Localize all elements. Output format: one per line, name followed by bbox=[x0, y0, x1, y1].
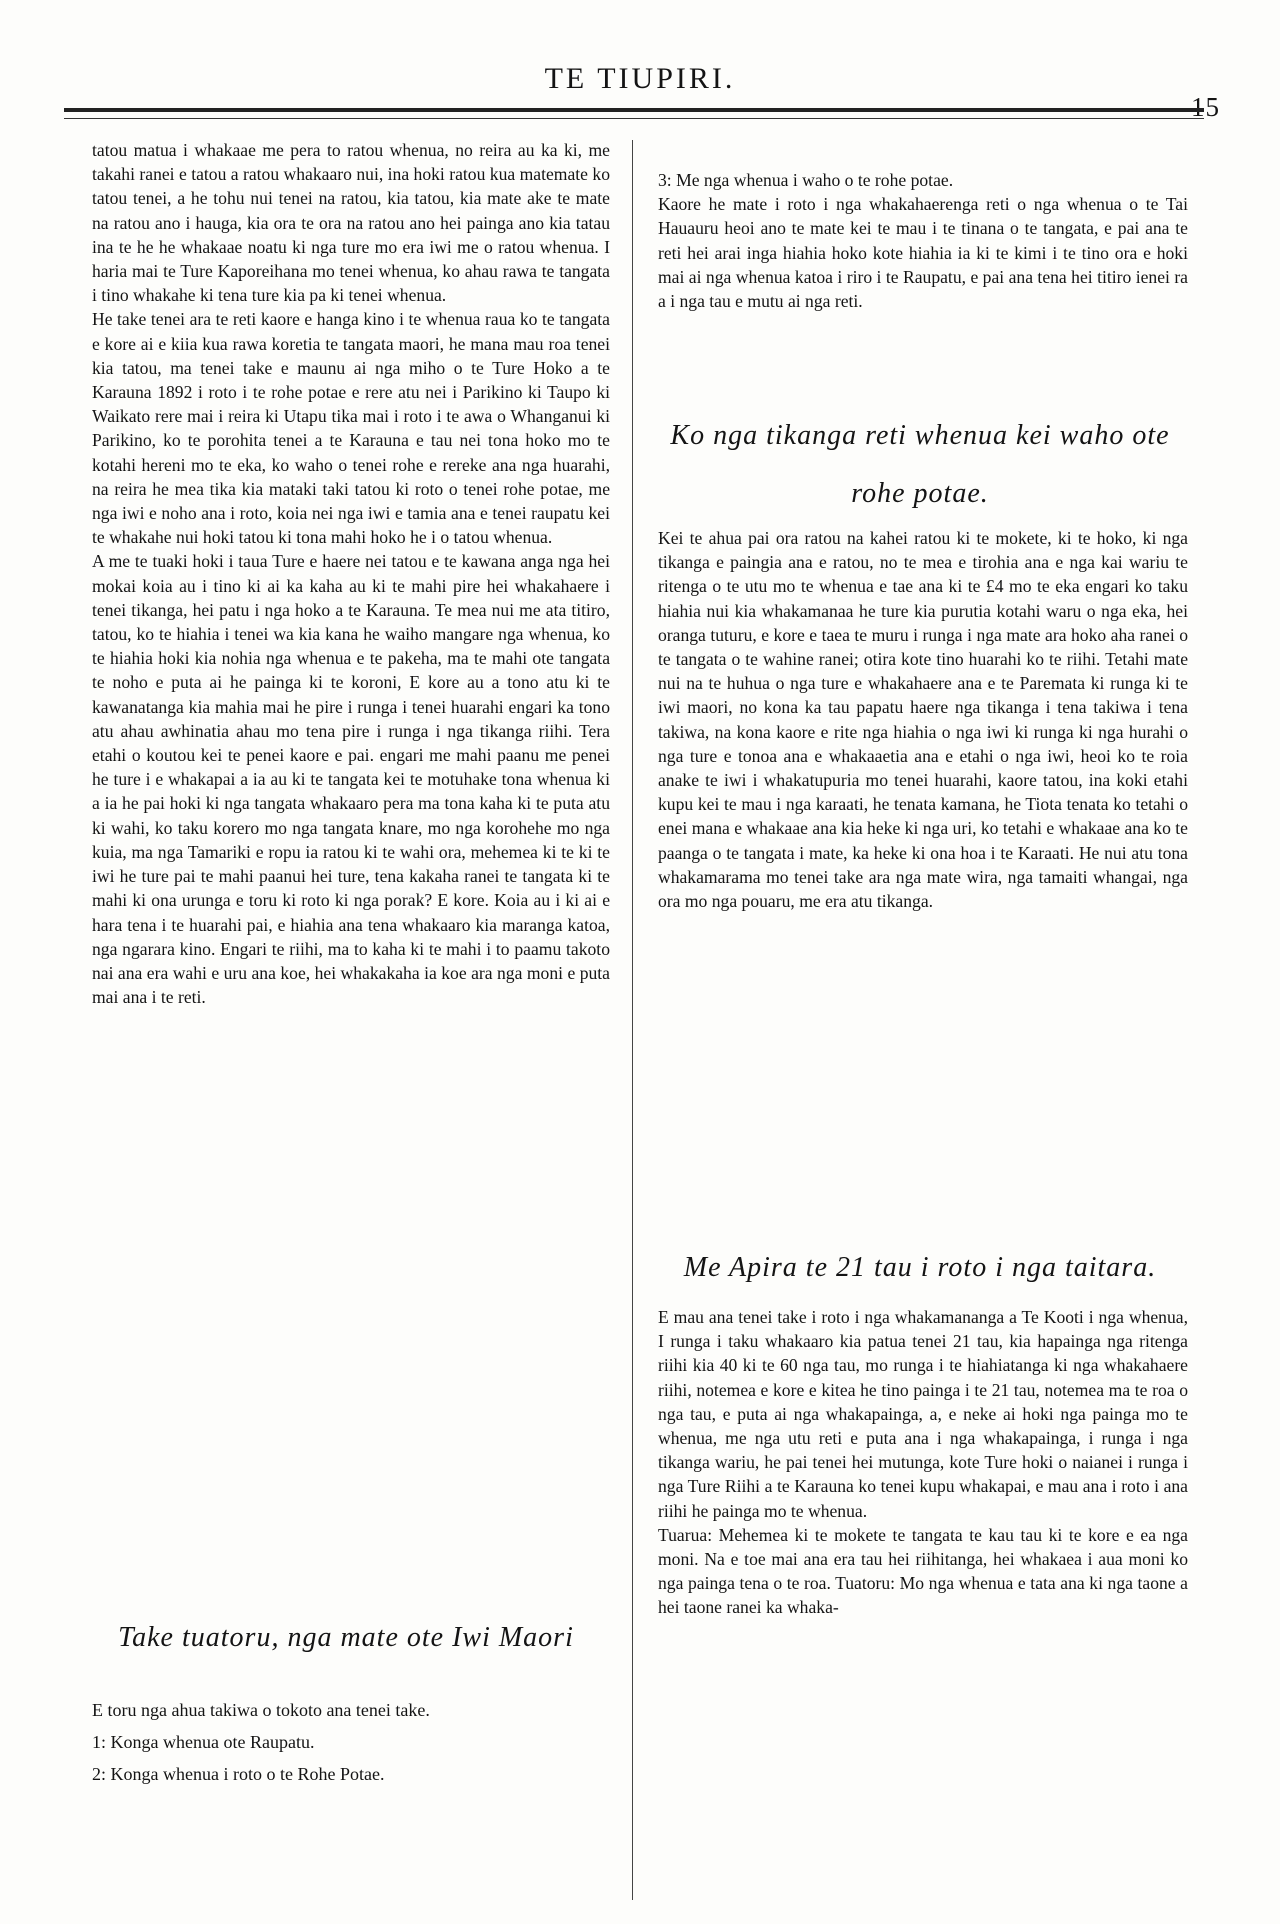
right-column-middle bbox=[658, 526, 1188, 913]
header-rule-thick bbox=[64, 108, 1204, 112]
left-paragraph-1: tatou matua i whakaae me pera to ratou whenua, no reira au ka ki, me takahi ranei e tatou a ratou whakaaro nui, ina hoki ratou kua matemate ko tatou tenei, a he tohu nui tenei na ratou, kia tatou, kia mate ake te mate na ratou ano i hauga, kia ora te ora na ratou ano hei painga ano kia tatau ina te he he whakaae noatu ki nga ture mo era iwi me o ratou whenua. I haria mai te Ture Kaporeihana mo tenei whenua, ko ahau rawa te tangata i tino whakahe ki tena ture kia pa ki tenei whenua. bbox=[92, 140, 610, 306]
right-column-top bbox=[658, 168, 1188, 313]
left-intro: E toru nga ahua takiwa o tokoto ana tenei take. bbox=[92, 1700, 430, 1720]
section-heading-tuatoru: Take tuatoru, nga mate ote Iwi Maori bbox=[118, 1622, 574, 1653]
left-paragraph-3: A me te tuaki hoki i taua Ture e haere nei tatou e te kawana anga nga hei mokai koia au i tino ki ai ka kaha au ki te mahi pire hei whakahaere i tenei tikanga, hei patu i nga hoko a te Karauna. Te mea nui me ata titiro, tatou, ko te hiahia i tenei wa kia kana he waiho mangare nga whenua, ko te hiahia hoki kia nohia nga whenua e te pakeha, ma te mahi ote tangata te noho e puta ai he painga ki te koroni, E kore au a tono atu ki te kawanatanga kia mahia mai he pire i runga i tenei huarahi engari ka tono atu ahau awhinatia ahau mo tena pire i runga i nga tikanga riihi. Tera etahi o koutou kei te penei kaore e pai. engari me mahi paanu me penei he ture i e whakapai a ia au ki te tangata kei te motuhake tona whenua ki a ia he pai hoki ki nga tangata whakaaro pera ma tona kaha ki te puta atu ki wahi, ko taku korero mo nga tangata knare, mo nga korohehe mo nga kuia, ma nga Tamariki e ropu ia ratou ki te wahi ora, mehemea ki te ki te iwi he ture pai te mahi paanui hei ture, tena kakaha ranei te tangata ki te mahi ki ona urunga e toru ki roto ki nga porak? E kore. Koia au i ki ai e hara tena i te huarahi pai, e hiahia ana tena whakaaro kia maranga katoa, nga ngarara kino. Engari te riihi, ma to kaha ki te mahi i to paamu takoto nai ana era wahi e uru ana koe, hei whakakaha ia koe ara nga moni e puta mai ana i te reti. bbox=[92, 551, 610, 1008]
left-paragraph-2: He take tenei ara te reti kaore e hanga kino i te whenua raua ko te tangata e kore ai e kiia kua rawa koretia te tangata maori, he mana mau roa tenei kia tatou, ma tenei take e maunu ai nga miho o te Ture Hoko a te Karauna 1892 i roto i te rohe potae e rere atu nei i Parikino ki Taupo ki Waikato rere mai i reira ki Utapu tika mai i roto i te awa o Whanganui ki Parikino, ko te porohita tenei a te Karauna e tau nei tona hoko mo te kotahi hereni mo te eka, ko waho o tenei rohe e rereke ana nga huarahi, na reira he mea tika kia mataki taki tatou ki roto o tenei rohe potae, me nga iwi e noho ana i roto, koia nei nga iwi e tamia ana e tenei raupatu kei te whakahe nui hoki tatou ki tona mahi hoko he i o tatou whenua. bbox=[92, 309, 610, 548]
right-top-paragraph-1: 3: Me nga whenua i waho o te rohe potae. bbox=[658, 170, 954, 190]
left-column-body bbox=[92, 138, 610, 1009]
page-number: 15 bbox=[1191, 92, 1220, 122]
section-heading-reti-line1: Ko nga tikanga reti whenua kei waho ote bbox=[670, 420, 1170, 451]
column-divider bbox=[632, 140, 633, 1900]
right-bottom-paragraph-1: E mau ana tenei take i roto i nga whakamananga a Te Kooti i nga whenua, I runga i taku whakaaro kia patua tenei 21 tau, kia hapainga nga ritenga riihi kia 40 ki te 60 nga tau, mo runga i te hiahiatanga ki nga whakahaere riihi, notemea e kore e kitea he tino painga i te 21 tau, notemea ma te roa o nga tau, e puta ai nga whakapainga, a, e neke ai hoki nga painga mo te whenua, me nga utu reti e puta ana i nga whakapainga, i runga i nga tikanga wariu, he pai tenei hei mutunga, kote Ture hoki o naianei i runga i nga Ture Riihi a te Karauna ko tenei kupu whakapai, e mau ana i roto i ana riihi he painga mo te whenua. bbox=[658, 1307, 1188, 1521]
right-bottom-paragraph-2: Tuarua: Mehemea ki te mokete te tangata te kau tau ki te kore e ea nga moni. Na e toe mai ana era tau hei riihitanga, hei whakaea i aua moni ko nga painga tena o te roa. Tuatoru: Mo nga whenua e tata ana ki nga taone a hei taone ranei ka whaka- bbox=[658, 1524, 1188, 1618]
left-list bbox=[92, 1694, 610, 1790]
header-rule-thin bbox=[64, 118, 1204, 119]
section-heading-reti-line2: rohe potae. bbox=[851, 478, 989, 509]
right-top-paragraph-2: Kaore he mate i roto i nga whakahaerenga reti o nga whenua o te Tai Hauauru heoi ano te mate kei te mau i te tinana o te tangata, e pai ana te reti hei arai inga hiahia hoko kote hiahia ia ki te kimi i te tino ora e hoki mai ai nga whenua katoa i riro i te Raupatu, e pai ana tena hei titiro ienei ra a i nga tau e mutu ai nga reti. bbox=[658, 194, 1188, 312]
list-item-2: 2: Konga whenua i roto o te Rohe Potae. bbox=[92, 1764, 385, 1784]
list-item-1: 1: Konga whenua ote Raupatu. bbox=[92, 1732, 315, 1752]
newspaper-title: TE TIUPIRI. bbox=[544, 62, 736, 95]
right-column-bottom bbox=[658, 1305, 1188, 1620]
right-middle-paragraph-1: Kei te ahua pai ora ratou na kahei ratou ki te mokete, ki te hoko, ki nga tikanga e paingia ana e ratou, no te mea e tirohia ana e nga kai wariu te ritenga o te utu mo te whenua e tae ana ki te £4 mo te eka engari ko taku hiahia nui kia whakamanaa he ture kia purutia kotahi waru o nga eka, hei oranga tuturu, e kore e taea te muru i runga i nga mate ara hoko aha ranei o te tangata o te wahine ranei; otira kote tino huarahi ko te riihi. Tetahi mate nui na te huhua o nga ture e whakahaere ana e te Paremata ki runga ki te iwi maori, no kona ka tau papatu haere nga tikanga i tena takiwa i tena takiwa, na kona kaore e rite nga hiahia o nga iwi ki runga ki nga hurahi o nga ture e tonoa ana e whakaaetia ana e etahi o nga iwi, heoi ko te roia anake te iwi i whakatupuria mo tenei huarahi, kaore tatou, ina koki etahi kupu kei te mau i nga karaati, he tenata kamana, he Tiota tenata ko tetahi o enei mana e whakaae ana kia heke ki nga uri, ko tetahi e whakaae ana ko te paanga o te tangata i mate, ka heke ki ona hoa i te Karaati. He nui atu tona whakamarama mo tenei take ara nga mate wira, nga tamaiti whangai, nga ora mo nga pouaru, me era atu tikanga. bbox=[658, 528, 1188, 912]
section-heading-21-tau: Me Apira te 21 tau i roto i nga taitara. bbox=[683, 1252, 1157, 1283]
